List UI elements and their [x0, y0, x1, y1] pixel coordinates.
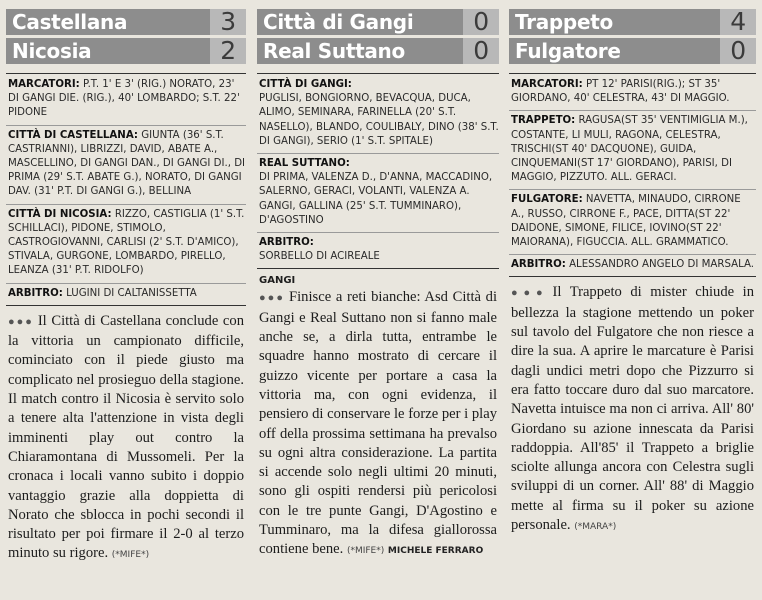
section-text: P.T. 1' E 3' (RIG.) NORATO, 23' DI GANGI DIE. (RIG.), 40' LOMBARDO; S.T. 22' PIDONE	[8, 79, 240, 119]
away-lineup-section	[6, 205, 246, 284]
article-text: Il Trappeto di mister chiude in bellezza la stagione mettendo un poker sul tavolo del Fulgatore che non riesce a dire la sua. A aprire le marcature è Parisi dagli undici metri dopo che Pizzurro si era fatto toccare duro dal suo marcatore. Navetta intuisce ma non ci arriva. All' 80' Giordano su azione innescata da Parisi raddoppia. All'85' il Trappeto a briglie sciolte allunga ancora con Celestra sugli sviluppi di un corner. All' 88' di Maggio mette al firma su il poker su azione personale.	[511, 284, 754, 533]
article-author: MICHELE FERRARO	[387, 546, 484, 557]
home-team-score: 0	[463, 9, 499, 35]
section-label: CITTÀ DI NICOSIA:	[8, 208, 112, 220]
section-label: ARBITRO:	[8, 287, 63, 299]
section-label: CITTÀ DI CASTELLANA:	[8, 129, 138, 141]
referee-section	[6, 284, 246, 306]
section-label: TRAPPETO:	[511, 115, 576, 127]
section-label: FULGATORE:	[511, 194, 583, 206]
scorers-section	[509, 74, 756, 111]
home-team-score: 4	[720, 9, 756, 35]
article-signature: (*MARA*)	[574, 522, 617, 532]
away-team-name: Fulgatore	[515, 39, 621, 63]
section-text: GIUNTA (36' S.T. CASTRIANNI), LIBRIZZI, DAVID, ABATE A., MASCELLINO, DI GANGI DAN., DI GANGI DI., DI PRIMA (29' S.T. ABATE G.), NORATO, DI GANGI DAV. (31' P.T. DI GANGI G.), BELLINA	[8, 129, 246, 198]
away-lineup-section	[509, 190, 756, 255]
home-team-bar	[509, 9, 756, 35]
section-label: MARCATORI:	[511, 79, 583, 90]
match-article	[509, 277, 756, 537]
article-text: Il Città di Castellana conclude con la vittoria un campionato difficile, cominciato con il piede giusto ma complicato nel prosieguo della stagione. Il match contro il Nicosia è servito solo a tenere alta l'attenzione in vista degli imminenti play out contro la Chiaramontana di Mussomeli. Per la cronaca i locali vanno subito i doppio vantaggio grazie alla doppietta di Norato che sblocca in pochi secondi il risultato per poi firmare il 2-0 al terzo minuto su rigore.	[8, 312, 245, 562]
bullet-dots: ●●●	[259, 292, 286, 305]
section-text: LUGINI DI CALTANISSETTA	[66, 287, 197, 299]
home-team-bar	[257, 9, 499, 35]
section-text: NAVETTA, MINAUDO, CIRRONE A., RUSSO, CIRRONE F., PACE, DITTA(ST 22' DAIDONE, SIMONE, FILICE, IOVINO(ST 22' MAIORANA), FIGUCCIA. ALL. GRAMMATICO.	[511, 194, 741, 249]
section-label: REAL SUTTANO:	[259, 158, 350, 170]
home-lineup-section	[6, 126, 246, 205]
section-text: ALESSANDRO ANGELO DI MARSALA.	[569, 259, 755, 271]
section-text: SORBELLO DI ACIREALE	[259, 251, 380, 263]
away-team-bar	[257, 38, 499, 64]
away-team-score: 0	[720, 38, 756, 64]
match-article	[6, 306, 246, 566]
bullet-dots: ●●●	[511, 287, 549, 300]
away-team-name: Real Suttano	[263, 39, 405, 63]
article-signature: (*MIFE*)	[346, 546, 385, 557]
match-column-trappeto	[509, 0, 756, 600]
article-text: Finisce a reti bianche: Asd Città di Gangi e Real Suttano non si fanno male anche se, a dirla tutta, entrambe le squadre hanno mostrato di cercare il guizzo vicente per portare a casa la vittoria ma, con ogni evidenza, il pensiero di conservare le forze per i play off della prossima settimana ha prevalso su ogni altra considerazione. La partita si accende solo negli ultimi 20 minuti, sono gli ospiti rendersi più pericolosi con le tre punte Gangi, D'Agostino e Tumminaro, ma la difesa giallorossa contiene bene.	[259, 289, 498, 558]
away-team-score: 2	[210, 38, 246, 64]
section-text: RIZZO, CASTIGLIA (1' S.T. SCHILLACI), PIDONE, STIMOLO, CASTROGIOVANNI, CARLISI (2' S.T. D'AMICO), STIVALA, GURGONE, LOMBARDO, PIRELLO, LEANZA (31' P.T. RIDOLFO)	[8, 208, 245, 277]
referee-section	[509, 255, 756, 277]
home-team-bar	[6, 9, 246, 35]
dateline-place: GANGI	[259, 275, 296, 287]
section-text: DI PRIMA, VALENZA D., D'ANNA, MACCADINO, SALERNO, GERACI, VOLANTI, VALENZA A. GANGI, GALLINA (25' S.T. TUMMINARO), D'AGOSTINO	[259, 172, 493, 226]
section-label: MARCATORI:	[8, 79, 80, 90]
section-text: RAGUSA(ST 35' VENTIMIGLIA M.), COSTANTE, LI MULI, RAGONA, CELESTRA, TRISCHI(ST 40' DACQUONE), GUIDA, CINQUEMANI(ST 17' GIORDANO), PARISI, DI MAGGIO, PIZZUTO. ALL. GERACI.	[511, 115, 748, 184]
home-team-name: Castellana	[12, 10, 128, 34]
match-article	[257, 286, 499, 561]
away-team-bar	[509, 38, 756, 64]
home-lineup-section	[257, 74, 499, 154]
article-signature: (*MIFE*)	[111, 550, 150, 561]
away-lineup-section	[257, 154, 499, 233]
bullet-dots: ●●●	[8, 315, 34, 328]
home-team-score: 3	[210, 9, 246, 35]
away-team-bar	[6, 38, 246, 64]
scorers-section	[6, 74, 246, 126]
match-column-castellana	[6, 0, 246, 600]
away-team-score: 0	[463, 38, 499, 64]
section-label: CITTÀ DI GANGI:	[259, 79, 352, 90]
referee-section	[257, 233, 499, 269]
match-column-gangi	[257, 0, 499, 600]
home-lineup-section	[509, 111, 756, 190]
section-label: ARBITRO:	[259, 237, 314, 249]
home-team-name: Città di Gangi	[263, 10, 414, 34]
section-label: ARBITRO:	[511, 259, 566, 271]
section-text: PUGLISI, BONGIORNO, BEVACQUA, DUCA, ALIMO, SEMINARA, FARINELLA (20' S.T. NASELLO), BLANDO, COULIBALY, DINO (38' S.T. DI GANGI), SERIO (1' S.T. SPITALE)	[259, 93, 499, 147]
away-team-name: Nicosia	[12, 39, 92, 63]
home-team-name: Trappeto	[515, 10, 613, 34]
section-text: PT 12' PARISI(RIG.); ST 35' GIORDANO, 40' CELESTRA, 43' DI MAGGIO.	[511, 79, 730, 105]
